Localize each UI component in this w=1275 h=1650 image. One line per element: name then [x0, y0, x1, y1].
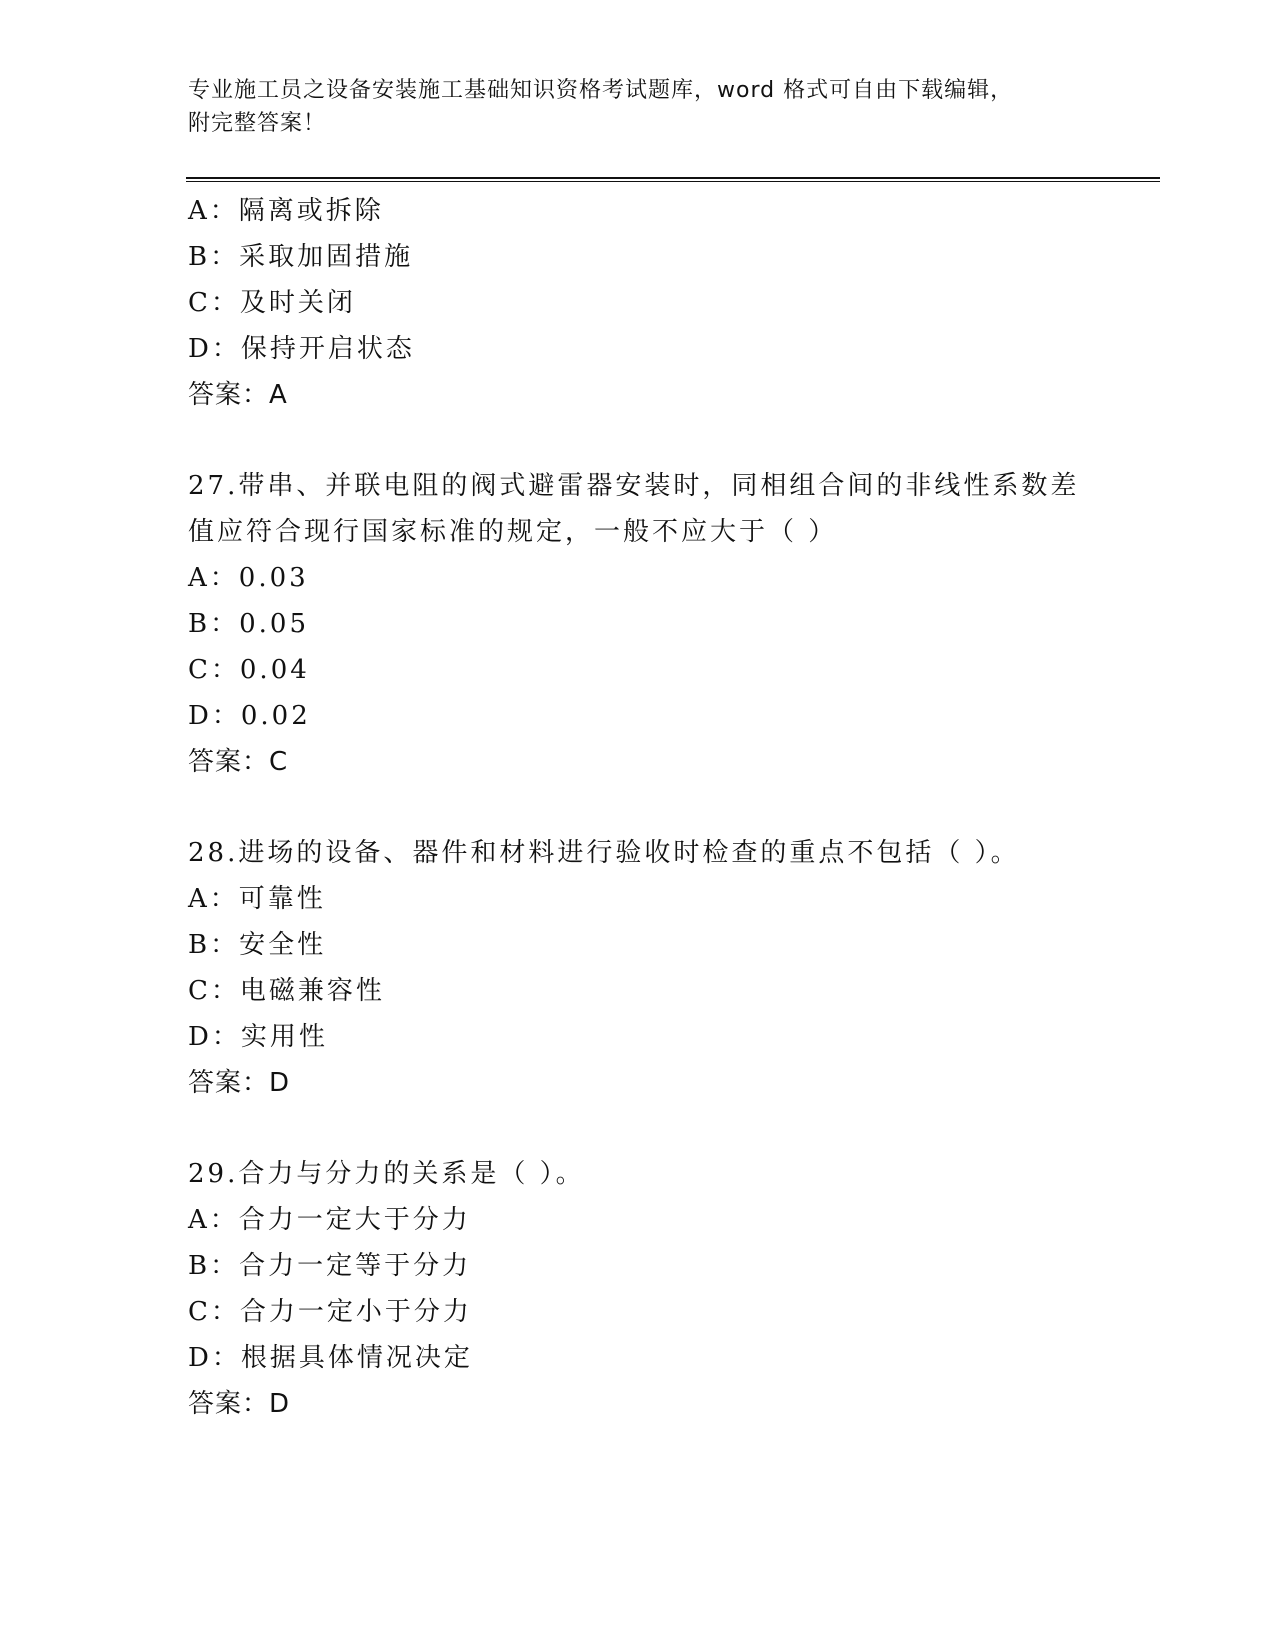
option-d: D：保持开启状态 — [188, 334, 415, 364]
option-b: B：安全性 — [188, 930, 327, 960]
option-d: D：根据具体情况决定 — [188, 1343, 473, 1373]
header-line-2: 附完整答案！ — [188, 111, 327, 136]
option-a: A：合力一定大于分力 — [188, 1205, 471, 1235]
answer-line: 答案：D — [188, 1068, 291, 1098]
option-a: A：0.03 — [188, 563, 309, 593]
option-a: A：隔离或拆除 — [188, 196, 384, 226]
question-block-27 — [188, 463, 1118, 785]
option-a: A：可靠性 — [188, 884, 326, 914]
question-block-prev — [188, 188, 1118, 418]
option-c: C：电磁兼容性 — [188, 976, 385, 1006]
header-divider-thick — [186, 177, 1160, 179]
option-c: C：及时关闭 — [188, 288, 356, 318]
header-line-1: 专业施工员之设备安装施工基础知识资格考试题库，word 格式可自由下载编辑， — [188, 78, 1014, 103]
question-list — [188, 188, 1118, 1427]
header-divider-thin — [186, 181, 1160, 182]
question-stem: 27.带串、并联电阻的阀式避雷器安装时，同相组合间的非线性系数差 — [188, 471, 1080, 501]
question-block-29 — [188, 1151, 1118, 1427]
option-d: D：实用性 — [188, 1022, 328, 1052]
option-c: C：合力一定小于分力 — [188, 1297, 472, 1327]
option-c: C：0.04 — [188, 655, 310, 685]
answer-line: 答案：C — [188, 747, 289, 777]
answer-line: 答案：A — [188, 380, 288, 410]
option-b: B：采取加固措施 — [188, 242, 414, 272]
document-header — [188, 74, 1088, 140]
option-b: B：0.05 — [188, 609, 309, 639]
question-block-28 — [188, 830, 1118, 1106]
option-d: D：0.02 — [188, 701, 311, 731]
question-stem-cont: 值应符合现行国家标准的规定，一般不应大于（ ） — [188, 517, 838, 547]
question-stem: 29.合力与分力的关系是（ ）。 — [188, 1159, 585, 1189]
question-stem: 28.进场的设备、器件和材料进行验收时检查的重点不包括（ ）。 — [188, 838, 1020, 868]
option-b: B：合力一定等于分力 — [188, 1251, 472, 1281]
answer-line: 答案：D — [188, 1389, 291, 1419]
